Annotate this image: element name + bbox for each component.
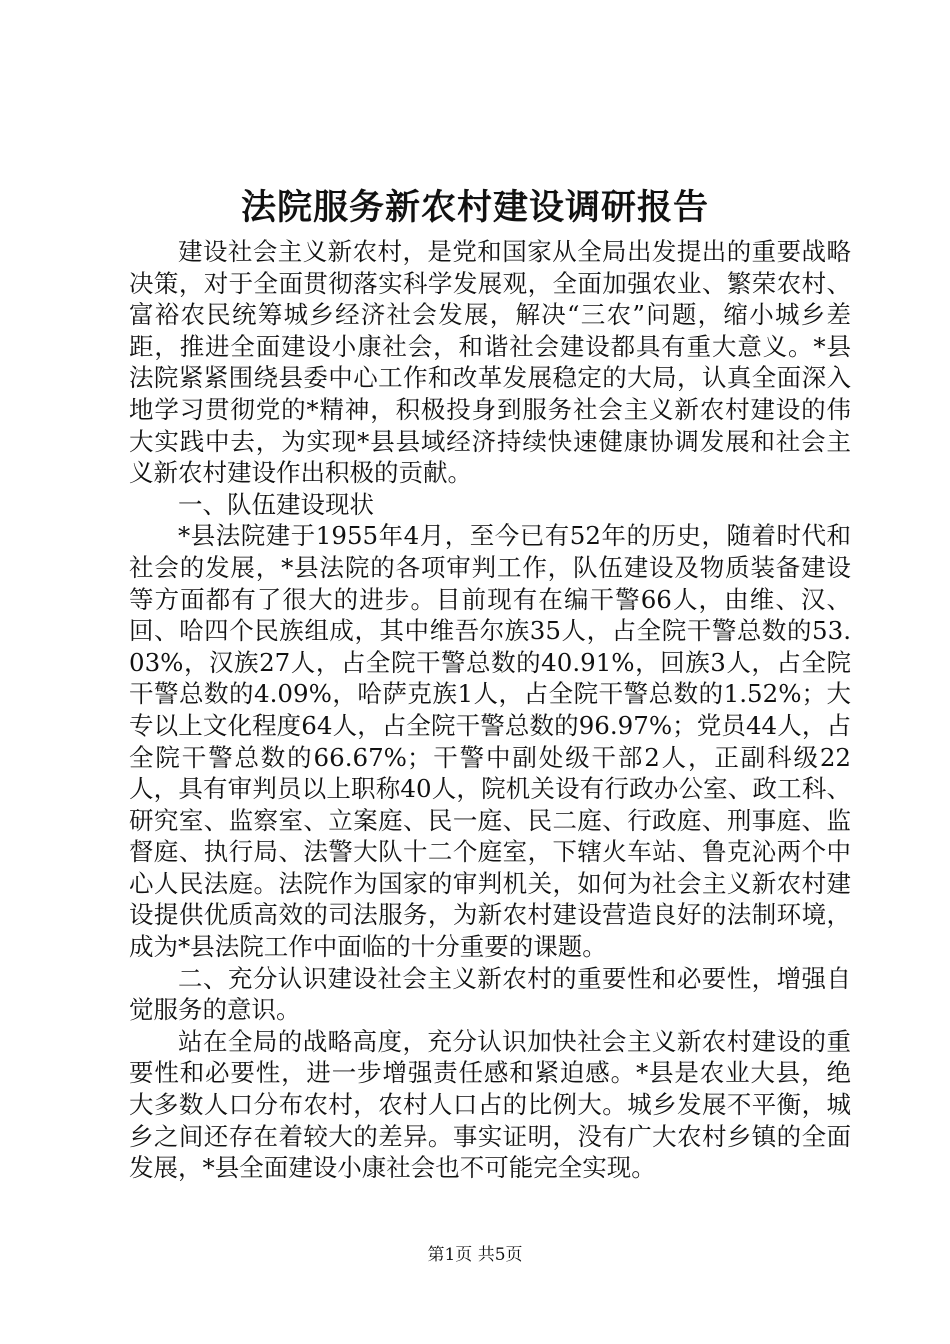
paragraph-importance: 站在全局的战略高度，充分认识加快社会主义新农村建设的重要性和必要性，进一步增强责任感和紧迫感。*县是农业大县，绝大多数人口分布农村，农村人口占的比例大。城乡发展不平衡，城乡之间还存在着较大的差异。事实证明，没有广大农村乡镇的全面发展，*县全面建设小康社会也不可能完全实现。 <box>129 1026 851 1183</box>
paragraph-team-status: *县法院建于1955年4月，至今已有52年的历史，随着时代和社会的发展，*县法院的各项审判工作，队伍建设及物质装备建设等方面都有了很大的进步。目前现有在编干警66人，由维、汉、回、哈四个民族组成，其中维吾尔族35人，占全院干警总数的53.03%，汉族27人，占全院干警总数的40.91%，回族3人，占全院干警总数的4.09%，哈萨克族1人，占全院干警总数的1.52%；大专以上文化程度64人，占全院干警总数的96.97%；党员44人，占全院干警总数的66.67%；干警中副处级干部2人，正副科级22人，具有审判员以上职称40人，院机关设有行政办公室、政工科、研究室、监察室、立案庭、民一庭、民二庭、行政庭、刑事庭、监督庭、执行局、法警大队十二个庭室，下辖火车站、鲁克沁两个中心人民法庭。法院作为国家的审判机关，如何为社会主义新农村建设提供优质高效的司法服务，为新农村建设营造良好的法制环境，成为*县法院工作中面临的十分重要的课题。 <box>129 521 851 962</box>
document-body <box>129 236 851 1184</box>
section-heading-1: 一、队伍建设现状 <box>178 489 374 519</box>
document-title: 法院服务新农村建设调研报告 <box>240 187 709 228</box>
paragraph-intro: 建设社会主义新农村，是党和国家从全局出发提出的重要战略决策，对于全面贯彻落实科学发展观，全面加强农业、繁荣农村、富裕农民统筹城乡经济社会发展，解决“三农”问题，缩小城乡差距，推进全面建设小康社会，和谐社会建设都具有重大意义。*县法院紧紧围绕县委中心工作和改革发展稳定的大局，认真全面深入地学习贯彻党的*精神，积极投身到服务社会主义新农村建设的伟大实践中去，为实现*县县域经济持续快速健康协调发展和社会主义新农村建设作出积极的贡献。 <box>129 237 851 488</box>
section-heading-2: 二、充分认识建设社会主义新农村的重要性和必要性，增强自觉服务的意识。 <box>129 963 851 1025</box>
page-number-footer: 第1页 共5页 <box>427 1245 523 1265</box>
